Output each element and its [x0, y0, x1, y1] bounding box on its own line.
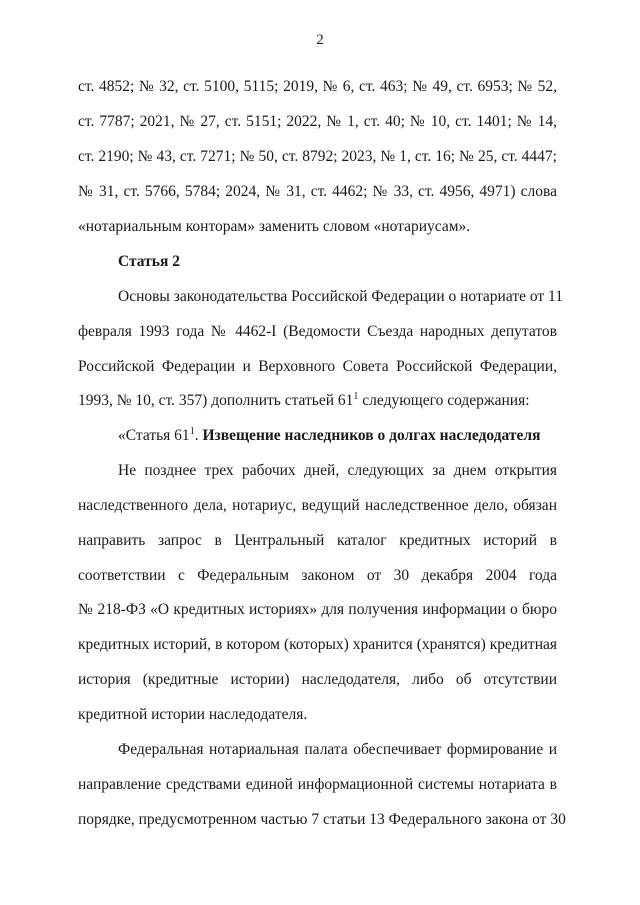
article-prefix: «Статья 61 [118, 427, 190, 444]
text-line: февраля 1993 года № 4462-I (Ведомости Съезда народных депутатов [78, 323, 557, 340]
text-line: кредитной истории наследодателя. [78, 706, 308, 723]
text-segment: 1993, № 10, ст. 357) дополнить статьей 61 [78, 392, 354, 409]
text-line: «нотариальным конторам» заменить словом «нотариусам». [78, 218, 471, 235]
text-line [78, 391, 530, 411]
article-title: Извещение наследников о долгах наследодателя [202, 427, 541, 444]
text-line: Российской Федерации и Верховного Совета Российской Федерации, [78, 358, 557, 375]
text-line: ст. 4852; № 32, ст. 5100, 5115; 2019, № 6, ст. 463; № 49, ст. 6953; № 52, [78, 78, 557, 95]
text-line: Не позднее трех рабочих дней, следующих за днем открытия [118, 462, 557, 479]
text-line: направить запрос в Центральный каталог кредитных историй в [78, 532, 557, 549]
text-line: порядке, предусмотренном частью 7 статьи 13 Федерального закона от 30 [78, 811, 566, 828]
text-line: № 218-ФЗ «О кредитных историях» для получения информации о бюро [78, 601, 557, 618]
text-line: наследственного дела, нотариус, ведущий наследственное дело, обязан [78, 497, 557, 514]
superscript: 1 [353, 390, 359, 402]
text-line: Основы законодательства Российской Федерации о нотариате от 11 [118, 288, 563, 305]
text-line: ст. 7787; 2021, № 27, ст. 5151; 2022, № 1, ст. 40; № 10, ст. 1401; № 14, [78, 113, 557, 130]
text-line: № 31, ст. 5766, 5784; 2024, № 31, ст. 4462; № 33, ст. 4956, 4971) слова [78, 183, 557, 200]
text-segment: следующего содержания: [358, 392, 530, 409]
text-line: соответствии с Федеральным законом от 30 декабря 2004 года [78, 567, 557, 584]
article-dot: . [194, 427, 203, 444]
article-heading: Статья 2 [118, 253, 180, 270]
text-line: ст. 2190; № 43, ст. 7271; № 50, ст. 8792; 2023, № 1, ст. 16; № 25, ст. 4447; [78, 148, 557, 165]
text-line: история (кредитные истории) наследодателя, либо об отсутствии [78, 671, 557, 688]
text-line: кредитных историй, в котором (которых) хранится (хранятся) кредитная [78, 636, 557, 653]
page-number: 2 [316, 32, 324, 48]
superscript: 1 [189, 425, 195, 437]
article-61-heading [118, 426, 541, 446]
text-line: Федеральная нотариальная палата обеспечивает формирование и [118, 741, 557, 758]
text-line: направление средствами единой информационной системы нотариата в [78, 776, 557, 793]
